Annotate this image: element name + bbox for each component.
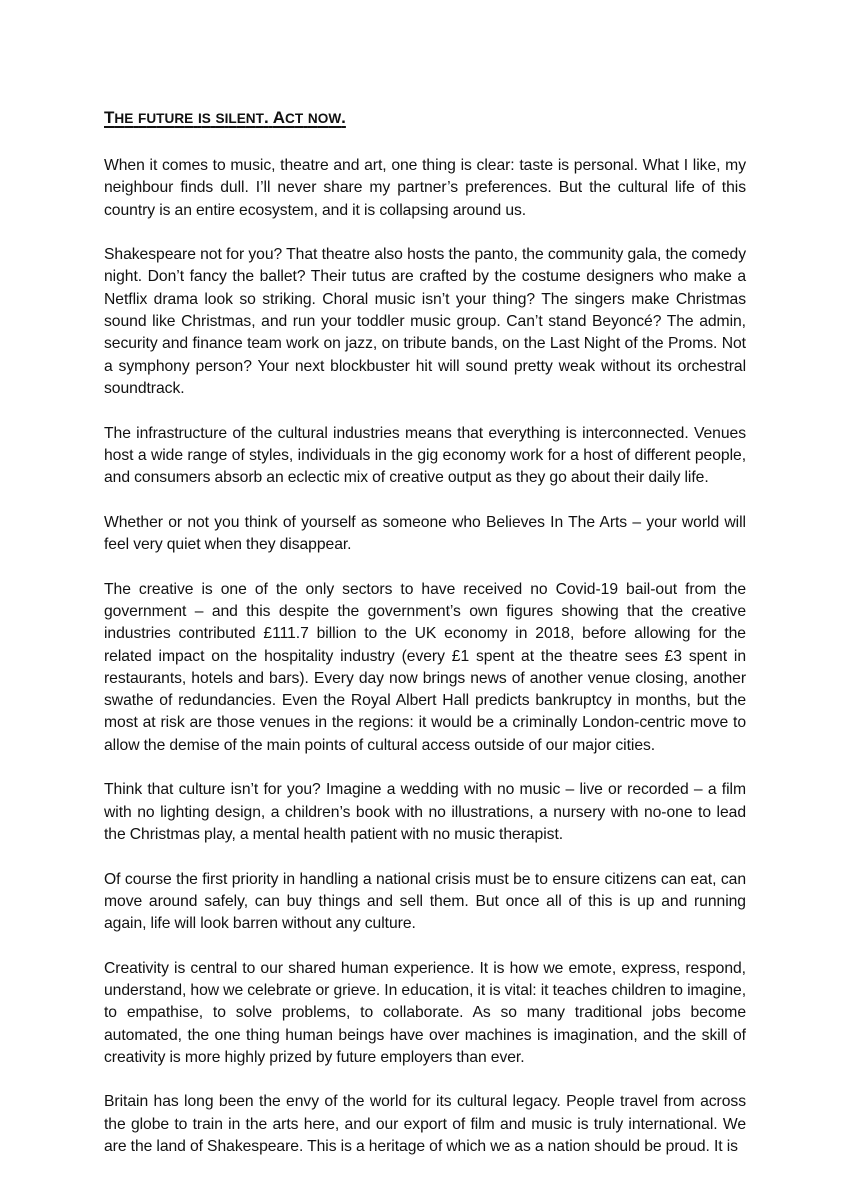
paragraph: Of course the first priority in handling a national crisis must be to ensure citizens can eat, can move around safely, can buy things and sell them. But once all of this is up and running again, life will look barren without any culture. <box>104 870 746 933</box>
paragraph: Creativity is central to our shared human experience. It is how we emote, express, respond, understand, how we celebrate or grieve. In education, it is vital: it teaches children to imagine, to empathise, to solve problems, to collaborate. As so many traditional jobs become automated, the one thing human beings have over machines is imagination, and the skill of creativity is more highly prized by future employers than ever. <box>104 959 746 1066</box>
paragraph: Whether or not you think of yourself as someone who Believes In The Arts – your world will feel very quiet when they disappear. <box>104 513 746 554</box>
document-title: THE FUTURE IS SILENT. ACT NOW. <box>104 108 346 127</box>
paragraph: Think that culture isn’t for you? Imagine a wedding with no music – live or recorded – a film with no lighting design, a children’s book with no illustrations, a nursery with no-one to lead the Christmas play, a mental health patient with no music therapist. <box>104 781 746 843</box>
paragraph: Britain has long been the envy of the world for its cultural legacy. People travel from across the globe to train in the arts here, and our export of film and music is truly international. We are the land of Shakespeare. This is a heritage of which we as a nation should be proud. It is <box>104 1093 746 1156</box>
document-body <box>104 106 746 1158</box>
paragraph: The infrastructure of the cultural industries means that everything is interconnected. Venues host a wide range of styles, individuals in the gig economy work for a host of different people, and consumers absorb an eclectic mix of creative output as they go about their daily life. <box>104 424 746 487</box>
paragraph: The creative is one of the only sectors to have received no Covid-19 bail-out from the government – and this despite the government’s own figures showing that the creative industries contributed £111.7 billion to the UK economy in 2018, before allowing for the related impact on the hospitality industry (every £1 spent at the theatre sees £3 spent in restaurants, hotels and bars). Every day now brings news of another venue closing, another swathe of redundancies. Even the Royal Albert Hall predicts bankruptcy in months, but the most at risk are those venues in the regions: it would be a criminally London-centric move to allow the demise of the main points of cultural access outside of our major cities. <box>104 580 746 754</box>
paragraph: Shakespeare not for you? That theatre also hosts the panto, the community gala, the comedy night. Don’t fancy the ballet? Their tutus are crafted by the costume designers who make a Netflix drama look so striking. Choral music isn’t your thing? The singers make Christmas sound like Christmas, and run your toddler music group. Can’t stand Beyoncé? The admin, security and finance team work on jazz, on tribute bands, on the Last Night of the Proms. Not a symphony person? Your next blockbuster hit will sound pretty weak without its orchestral soundtrack. <box>104 246 746 397</box>
paragraph: When it comes to music, theatre and art, one thing is clear: taste is personal. What I like, my neighbour finds dull. I’ll never share my partner’s preferences. But the cultural life of this country is an entire ecosystem, and it is collapsing around us. <box>104 157 746 219</box>
